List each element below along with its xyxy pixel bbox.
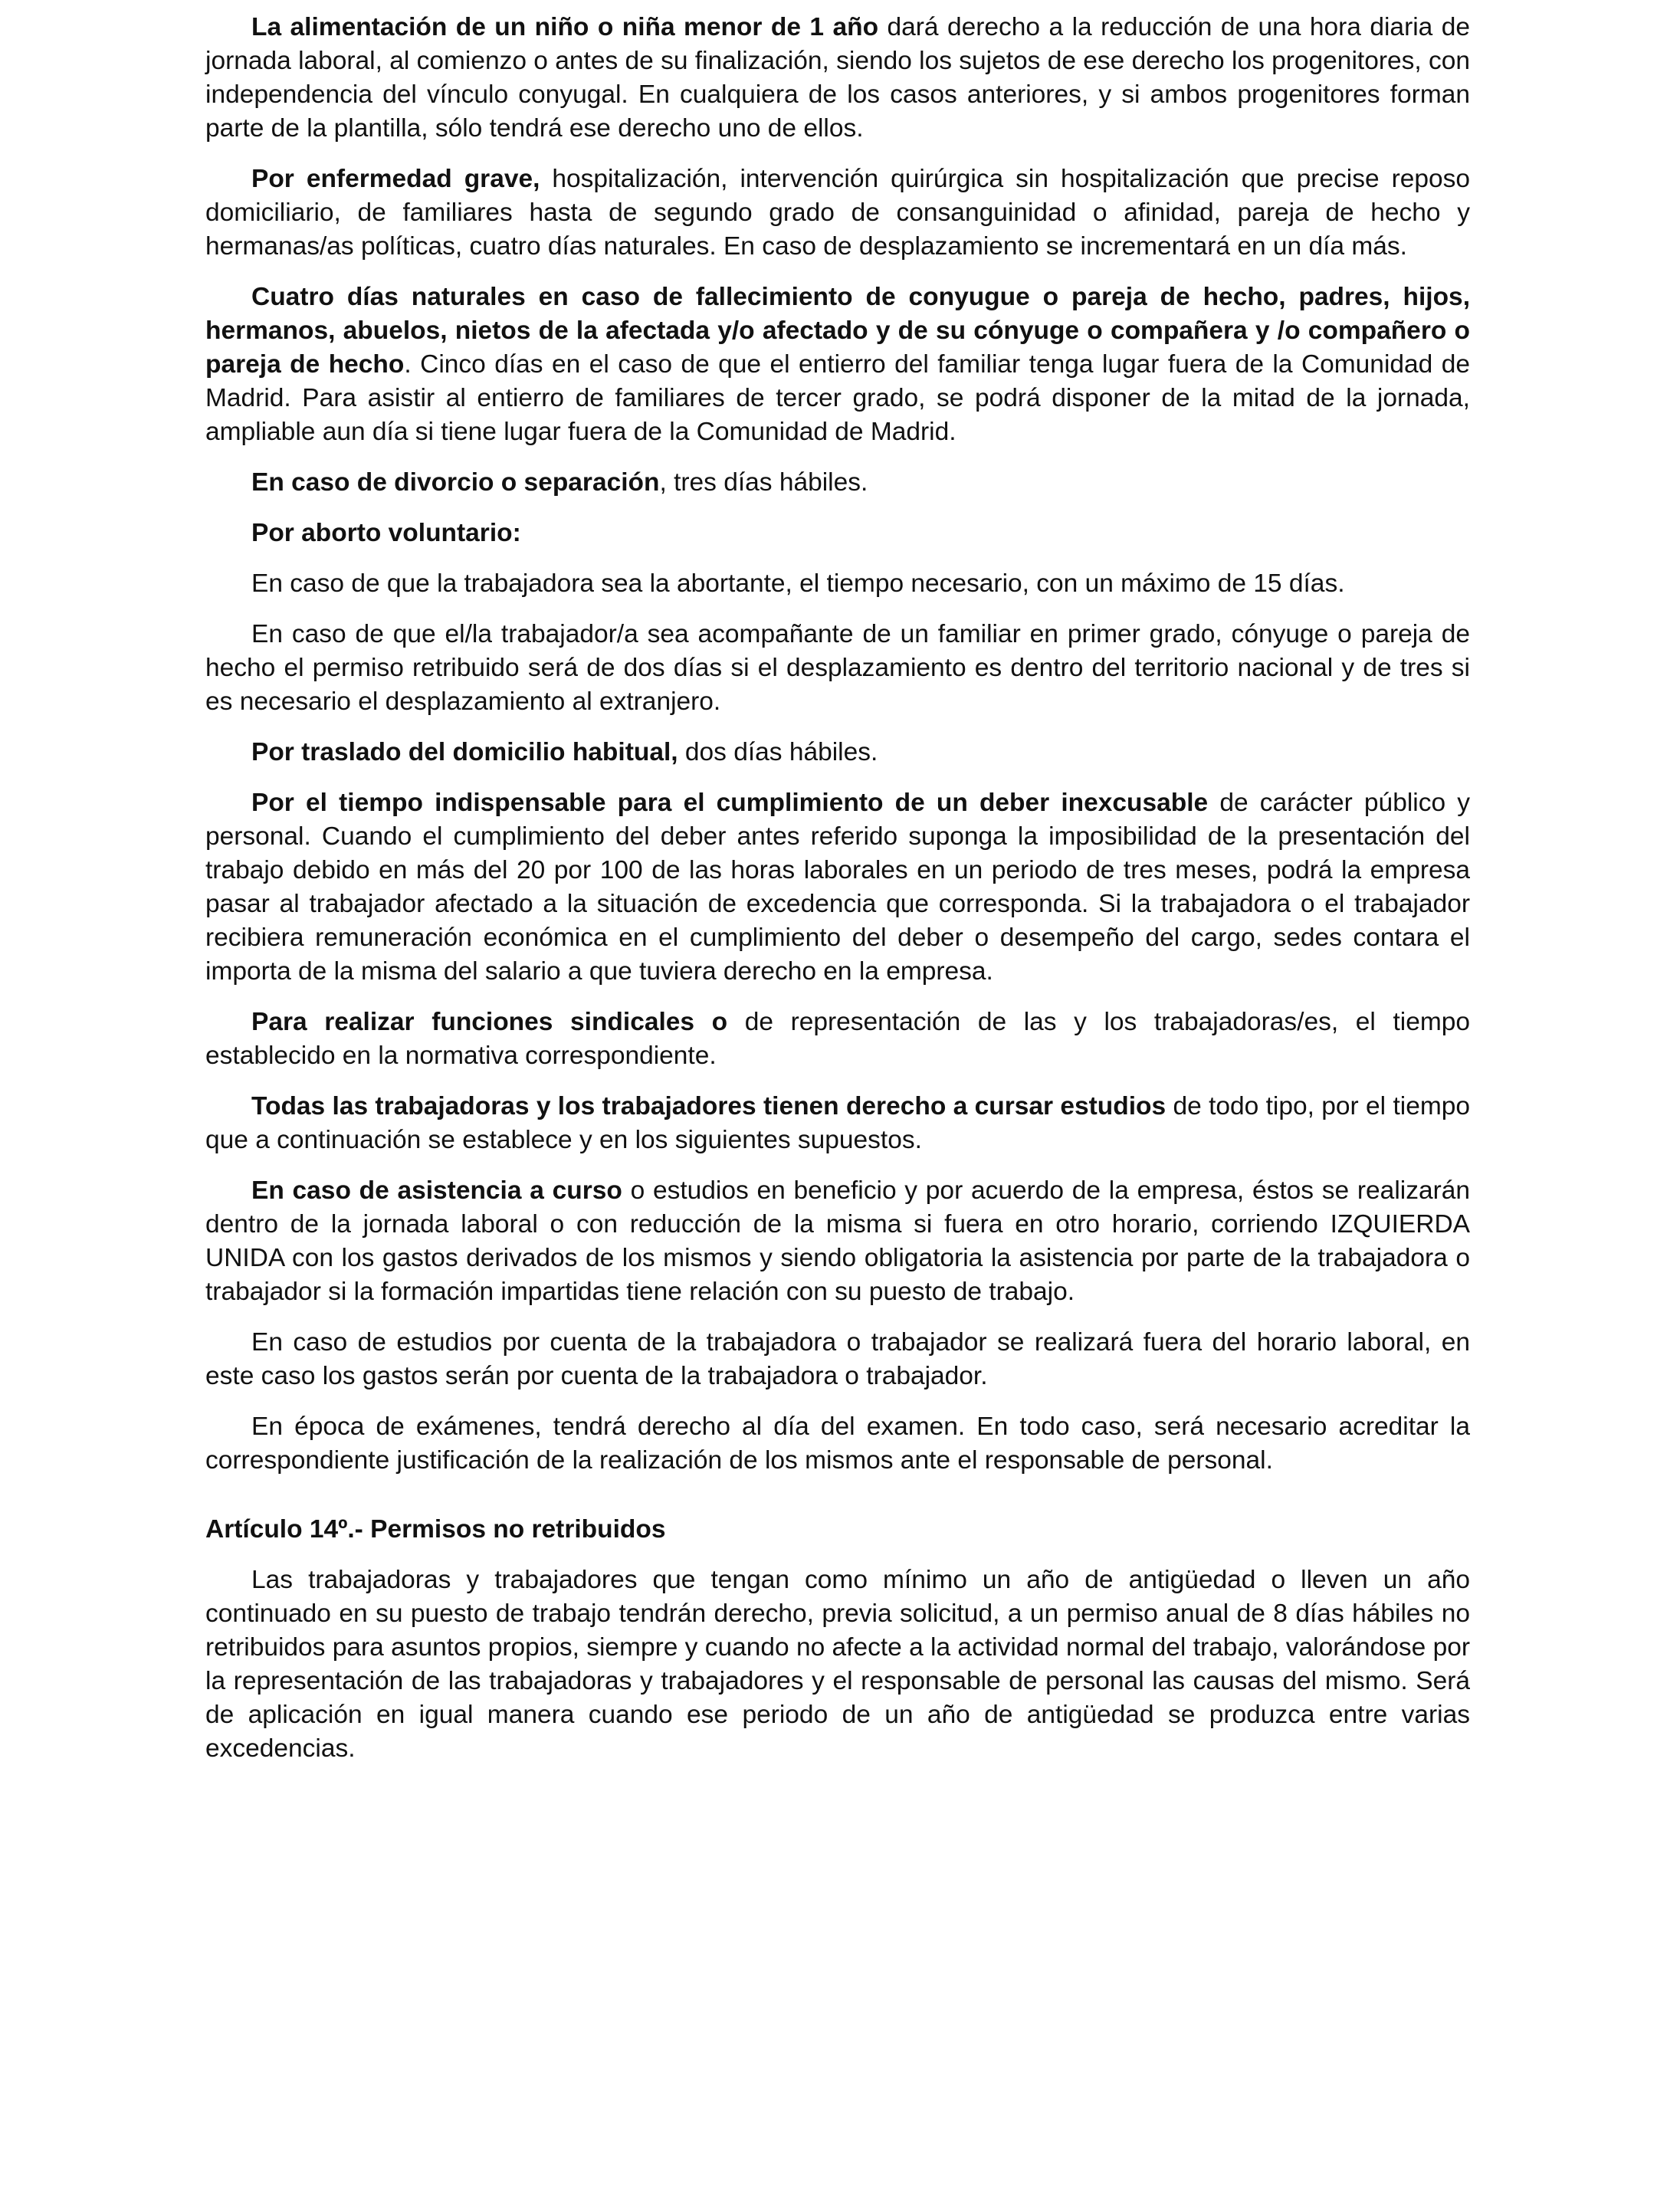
paragraph-text: , tres días hábiles.	[659, 468, 868, 497]
paragraph-estudios-cuenta-propia	[205, 1326, 1470, 1393]
paragraph-bold: Cuatro días naturales en caso de fallecimiento de conyugue o pareja de hecho, padres, hijos, hermanos, abuelos, nietos de la afectada y/o afectado y de su cónyuge o compañera y /o compañero o pareja de hecho	[205, 283, 1470, 379]
paragraph-text: de todo tipo, por el tiempo que a continuación se establece y en los siguientes supuestos.	[205, 1092, 1470, 1154]
paragraph-text: dos días hábiles.	[678, 738, 878, 766]
paragraph-text: hospitalización, intervención quirúrgica sin hospitalización que precise reposo domiciliario, de familiares hasta de segundo grado de consanguinidad o afinidad, pareja de hecho y hermanas/as políticas, cuatro días naturales. En caso de desplazamiento se incrementará en un día más.	[205, 165, 1470, 261]
paragraph-bold: Todas las trabajadoras y los trabajadores tienen derecho a cursar estudios	[251, 1092, 1166, 1120]
paragraph-aborto-abortante	[205, 567, 1470, 601]
paragraph-enfermedad-grave	[205, 162, 1470, 264]
paragraph-text: . Cinco días en el caso de que el entierro del familiar tenga lugar fuera de la Comunidad de Madrid. Para asistir al entierro de familiares de tercer grado, se podrá disponer de la mitad de la jornada, ampliable aun día si tiene lugar fuera de la Comunidad de Madrid.	[205, 350, 1470, 446]
paragraph-bold: Por el tiempo indispensable para el cumplimiento de un deber inexcusable	[251, 789, 1209, 817]
paragraph-text: En caso de estudios por cuenta de la trabajadora o trabajador se realizará fuera del horario laboral, en este caso los gastos serán por cuenta de la trabajadora o trabajador.	[205, 1328, 1470, 1390]
paragraph-divorcio	[205, 466, 1470, 500]
paragraph-text: En época de exámenes, tendrá derecho al día del examen. En todo caso, será necesario acreditar la correspondiente justificación de la realización de los mismos ante el responsable de personal.	[205, 1412, 1470, 1475]
paragraph-traslado	[205, 736, 1470, 769]
paragraph-aborto-title	[205, 517, 1470, 550]
paragraph-text: En caso de que la trabajadora sea la abortante, el tiempo necesario, con un máximo de 15 días.	[251, 569, 1345, 598]
paragraph-bold: Por aborto voluntario:	[251, 519, 521, 547]
paragraph-bold: Para realizar funciones sindicales o	[251, 1008, 728, 1036]
paragraph-bold: La alimentación de un niño o niña menor de 1 año	[251, 13, 879, 41]
paragraph-examenes	[205, 1410, 1470, 1478]
paragraph-bold: En caso de asistencia a curso	[251, 1176, 622, 1205]
paragraph-deber-inexcusable	[205, 786, 1470, 989]
paragraph-permisos-no-retribuidos: Las trabajadoras y trabajadores que tengan como mínimo un año de antigüedad o lleven un año continuado en su puesto de trabajo tendrán derecho, previa solicitud, a un permiso anual de 8 días hábiles no retribuidos para asuntos propios, siempre y cuando no afecte a la actividad normal del trabajo, valorándose por la representación de las trabajadoras y trabajadores y el responsable de personal las causas del mismo. Será de aplicación en igual manera cuando ese periodo de un año de antigüedad se produzca entre varias excedencias.	[205, 1566, 1470, 1763]
paragraph-funciones-sindicales	[205, 1006, 1470, 1073]
paragraph-text: de carácter público y personal. Cuando el cumplimiento del deber antes referido suponga la imposibilidad de la presentación del trabajo debido en más del 20 por 100 de las horas laborales en un periodo de tres meses, podrá la empresa pasar al trabajador afectado a la situación de excedencia que corresponda. Si la trabajadora o el trabajador recibiera remuneración económica en el cumplimiento del deber o desempeño del cargo, sedes contara el importa de la misma del salario a que tuviera derecho en la empresa.	[205, 789, 1471, 986]
paragraph-text: o estudios en beneficio y por acuerdo de la empresa, éstos se realizarán dentro de la jornada laboral o con reducción de la misma si fuera en otro horario, corriendo IZQUIERDA UNIDA con los gastos derivados de los mismos y siendo obligatoria la asistencia por parte de la trabajadora o trabajador si la formación impartidas tiene relación con su puesto de trabajo.	[205, 1176, 1470, 1306]
paragraph-text: de representación de las y los trabajadoras/es, el tiempo establecido en la normativa correspondiente.	[205, 1008, 1470, 1070]
paragraph-text: En caso de que el/la trabajador/a sea acompañante de un familiar en primer grado, cónyuge o pareja de hecho el permiso retribuido será de dos días si el desplazamiento es dentro del territorio nacional y de tres si es necesario el desplazamiento al extranjero.	[205, 620, 1470, 716]
paragraph-aborto-acompanante	[205, 618, 1470, 719]
paragraph-bold: En caso de divorcio o separación	[251, 468, 660, 497]
paragraph-lactancia	[205, 11, 1470, 146]
document-page	[205, 11, 1470, 1783]
paragraph-text: dará derecho a la reducción de una hora diaria de jornada laboral, al comienzo o antes de su finalización, siendo los sujetos de ese derecho los progenitores, con independencia del vínculo conyugal. En cualquiera de los casos anteriores, y si ambos progenitores forman parte de la plantilla, sólo tendrá ese derecho uno de ellos.	[205, 13, 1471, 143]
paragraph-asistencia-curso	[205, 1174, 1470, 1309]
paragraph-bold: Por enfermedad grave,	[251, 165, 540, 193]
paragraph-estudios	[205, 1090, 1470, 1157]
paragraph-fallecimiento	[205, 281, 1470, 449]
paragraph-bold: Por traslado del domicilio habitual,	[251, 738, 678, 766]
article-heading: Artículo 14º.- Permisos no retribuidos	[205, 1515, 666, 1544]
